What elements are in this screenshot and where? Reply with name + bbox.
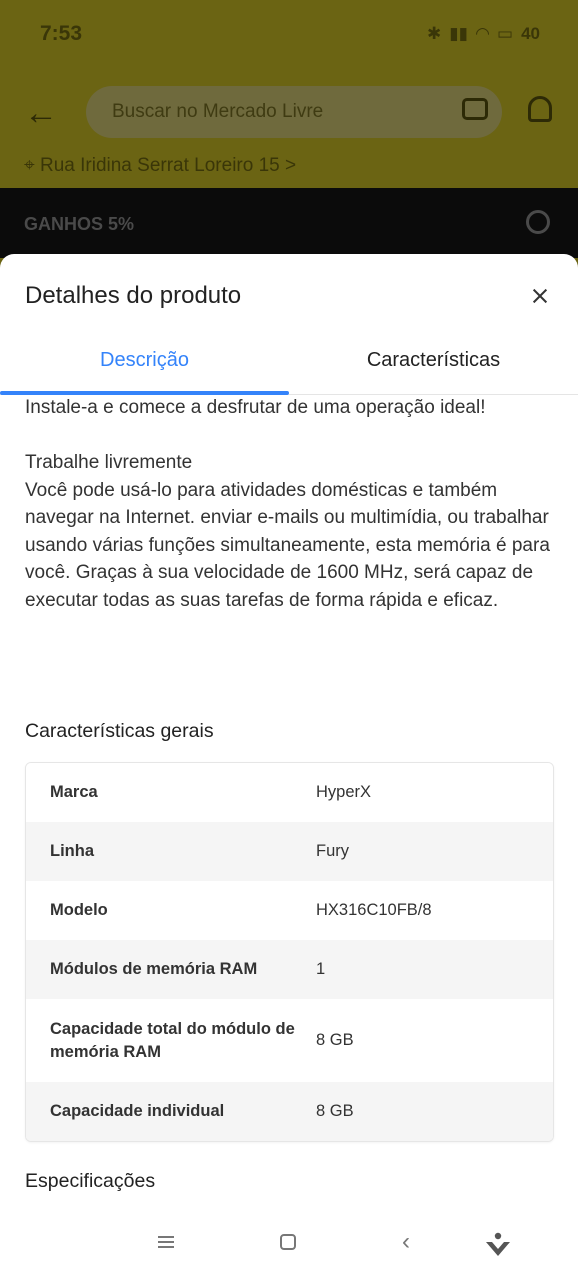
spec-value: 8 GB bbox=[316, 1031, 354, 1049]
specifications-title: Especificações bbox=[25, 1170, 156, 1192]
app-header bbox=[0, 68, 578, 188]
spec-key: Modelo bbox=[50, 901, 108, 919]
spec-value: 8 GB bbox=[316, 1102, 354, 1120]
table-row bbox=[26, 999, 553, 1082]
tab-descricao[interactable]: Descrição bbox=[100, 349, 189, 371]
tab-caracteristicas[interactable]: Características bbox=[366, 349, 501, 371]
bell-icon[interactable] bbox=[528, 96, 552, 122]
spec-key: Módulos de memória RAM bbox=[50, 960, 258, 978]
status-icons bbox=[427, 24, 540, 44]
product-description bbox=[25, 394, 555, 614]
close-icon[interactable] bbox=[526, 282, 554, 310]
description-paragraph: Instale-a e comece a desfrutar de uma operação ideal! bbox=[25, 397, 486, 418]
spec-value: HyperX bbox=[316, 783, 372, 801]
location-pin-icon: ⌖ bbox=[24, 155, 40, 176]
earnings-banner bbox=[0, 188, 578, 258]
table-row bbox=[26, 940, 553, 999]
table-row bbox=[26, 881, 553, 940]
table-row bbox=[26, 1082, 553, 1141]
status-time: 7:53 bbox=[40, 22, 83, 45]
gear-icon[interactable] bbox=[526, 210, 550, 234]
spec-key: Capacidade total do módulo de memória RAM bbox=[50, 1019, 295, 1061]
search-placeholder: Buscar no Mercado Livre bbox=[112, 101, 324, 122]
battery-level: 40 bbox=[521, 24, 540, 43]
chevron-left-icon[interactable]: ‹ bbox=[402, 1228, 410, 1255]
product-details-sheet bbox=[0, 254, 578, 1280]
tab-bar bbox=[0, 334, 578, 395]
description-paragraph: Você pode usá-lo para atividades domésticas e também navegar na Internet. enviar e-mails ou multimídia, ou trabalhar usando várias funções simultaneamente, esta memória é para você. Graças à sua velocidade de 1600 MHz, será capaz de executar todas as suas tarefas de forma rápida e eficaz. bbox=[25, 479, 550, 611]
description-spacer bbox=[25, 422, 555, 450]
spec-key: Linha bbox=[50, 842, 94, 860]
back-arrow-icon[interactable]: ← bbox=[24, 94, 58, 132]
status-bar bbox=[0, 0, 578, 68]
spec-value: HX316C10FB/8 bbox=[316, 901, 432, 919]
spec-key: Marca bbox=[50, 783, 98, 801]
search-input[interactable] bbox=[86, 86, 502, 138]
spec-value: Fury bbox=[316, 842, 349, 860]
table-row bbox=[26, 763, 553, 822]
delivery-address[interactable] bbox=[24, 155, 296, 177]
description-heading: Trabalhe livremente bbox=[25, 452, 193, 473]
bluetooth-icon: ✱ bbox=[426, 24, 442, 43]
wifi-icon: ◠ bbox=[475, 24, 490, 43]
home-icon[interactable] bbox=[280, 1234, 296, 1250]
camera-icon[interactable] bbox=[462, 98, 488, 120]
table-row bbox=[26, 822, 553, 881]
spec-key: Capacidade individual bbox=[50, 1102, 225, 1120]
general-characteristics-title: Características gerais bbox=[25, 720, 214, 742]
system-nav-bar bbox=[0, 1212, 578, 1280]
assistant-icon[interactable] bbox=[484, 1230, 512, 1258]
menu-icon[interactable] bbox=[158, 1234, 176, 1250]
signal-icon: ▮▮ bbox=[449, 24, 468, 43]
battery-icon: ▭ bbox=[497, 24, 514, 43]
address-text: Rua Iridina Serrat Loreiro 15 > bbox=[39, 155, 297, 176]
specs-table bbox=[25, 762, 554, 1142]
sheet-title: Detalhes do produto bbox=[25, 282, 242, 309]
spec-value: 1 bbox=[316, 960, 326, 978]
earnings-label: GANHOS 5% bbox=[24, 214, 135, 234]
